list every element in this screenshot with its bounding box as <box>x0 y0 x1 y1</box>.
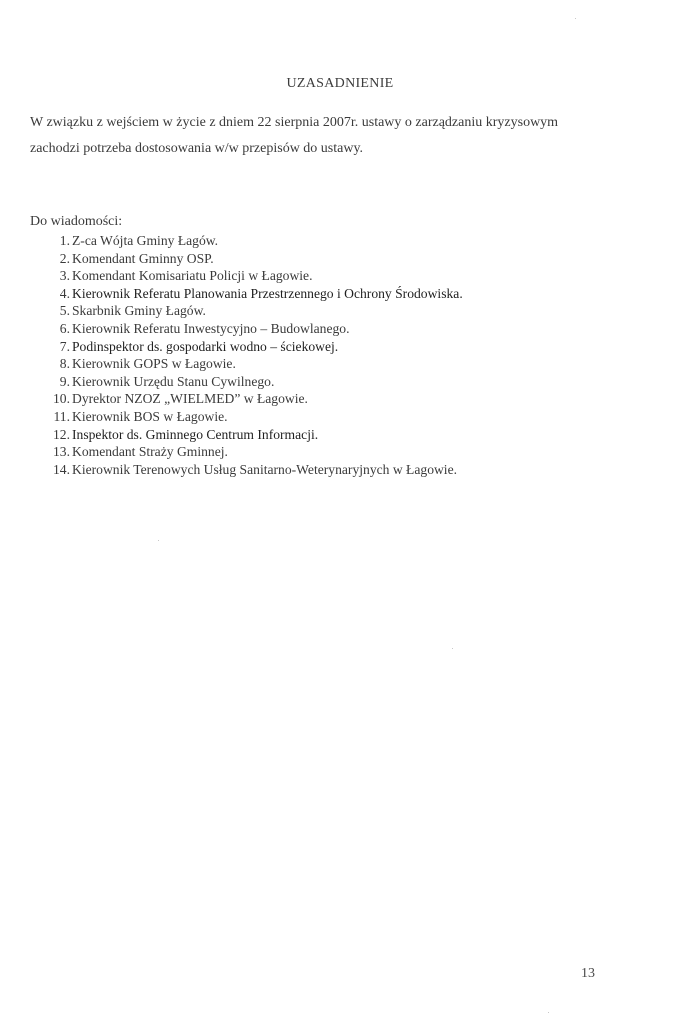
list-item <box>30 267 313 285</box>
justification-paragraph-line-2: zachodzi potrzeba dostosowania w/w przepisów do ustawy. <box>30 141 364 156</box>
list-item-number: 7. <box>59 338 70 354</box>
list-item-number: 5. <box>59 303 70 319</box>
list-item-text: Kierownik BOS w Łagowie. <box>72 408 228 424</box>
list-item-number: 8. <box>59 356 70 372</box>
list-item-text: Kierownik Urzędu Stanu Cywilnego. <box>72 373 275 389</box>
list-item-text: Kierownik Terenowych Usług Sanitarno-Weterynaryjnych w Łagowie. <box>72 461 458 477</box>
list-item-text: Kierownik Referatu Inwestycyjno – Budowlanego. <box>72 320 350 336</box>
list-item-number: 4. <box>59 285 70 301</box>
justification-paragraph-line-1: W związku z wejściem w życie z dniem 22 sierpnia 2007r. ustawy o zarządzaniu kryzysowym <box>30 115 559 130</box>
list-item-number: 10. <box>53 391 70 407</box>
list-item-text: Podinspektor ds. gospodarki wodno – ściekowej. <box>72 338 339 354</box>
list-item-number: 13. <box>53 444 70 460</box>
list-item-text: Skarbnik Gminy Łagów. <box>72 303 206 319</box>
list-item-number: 9. <box>59 373 70 389</box>
list-item-number: 2. <box>59 250 70 266</box>
list-item-text: Komendant Straży Gminnej. <box>72 444 228 460</box>
list-item <box>30 338 339 356</box>
list-item-text: Inspektor ds. Gminnego Centrum Informacji. <box>72 426 319 442</box>
list-item <box>30 355 236 373</box>
page-number: 13 <box>581 966 595 981</box>
scan-speck <box>548 1012 549 1013</box>
list-item <box>30 461 458 479</box>
list-item-text: Kierownik Referatu Planowania Przestrzennego i Ochrony Środowiska. <box>72 285 463 301</box>
list-item <box>30 390 308 408</box>
list-item <box>30 285 463 303</box>
list-item-number: 3. <box>59 268 70 284</box>
list-item-text: Kierownik GOPS w Łagowie. <box>72 356 236 372</box>
list-item-number: 12. <box>53 426 70 442</box>
document-title: UZASADNIENIE <box>286 76 394 91</box>
list-item <box>30 250 214 268</box>
recipients-list <box>30 232 463 478</box>
list-item <box>30 232 219 250</box>
scan-speck <box>452 648 453 649</box>
list-item <box>30 302 206 320</box>
list-item <box>30 426 319 444</box>
list-item <box>30 443 228 461</box>
list-item-number: 14. <box>53 461 70 477</box>
list-item <box>30 373 275 391</box>
list-item-text: Dyrektor NZOZ „WIELMED” w Łagowie. <box>72 391 308 407</box>
list-item-number: 11. <box>53 408 70 424</box>
list-item-number: 6. <box>59 320 70 336</box>
scan-speck <box>158 540 159 541</box>
recipients-heading: Do wiadomości: <box>30 214 123 229</box>
list-item-text: Komendant Gminny OSP. <box>72 250 214 266</box>
list-item-text: Z-ca Wójta Gminy Łagów. <box>72 233 219 248</box>
list-item-text: Komendant Komisariatu Policji w Łagowie. <box>72 268 313 284</box>
list-item <box>30 408 228 426</box>
scan-speck <box>575 18 576 19</box>
list-item <box>30 320 350 338</box>
list-item-number: 1. <box>59 233 70 248</box>
